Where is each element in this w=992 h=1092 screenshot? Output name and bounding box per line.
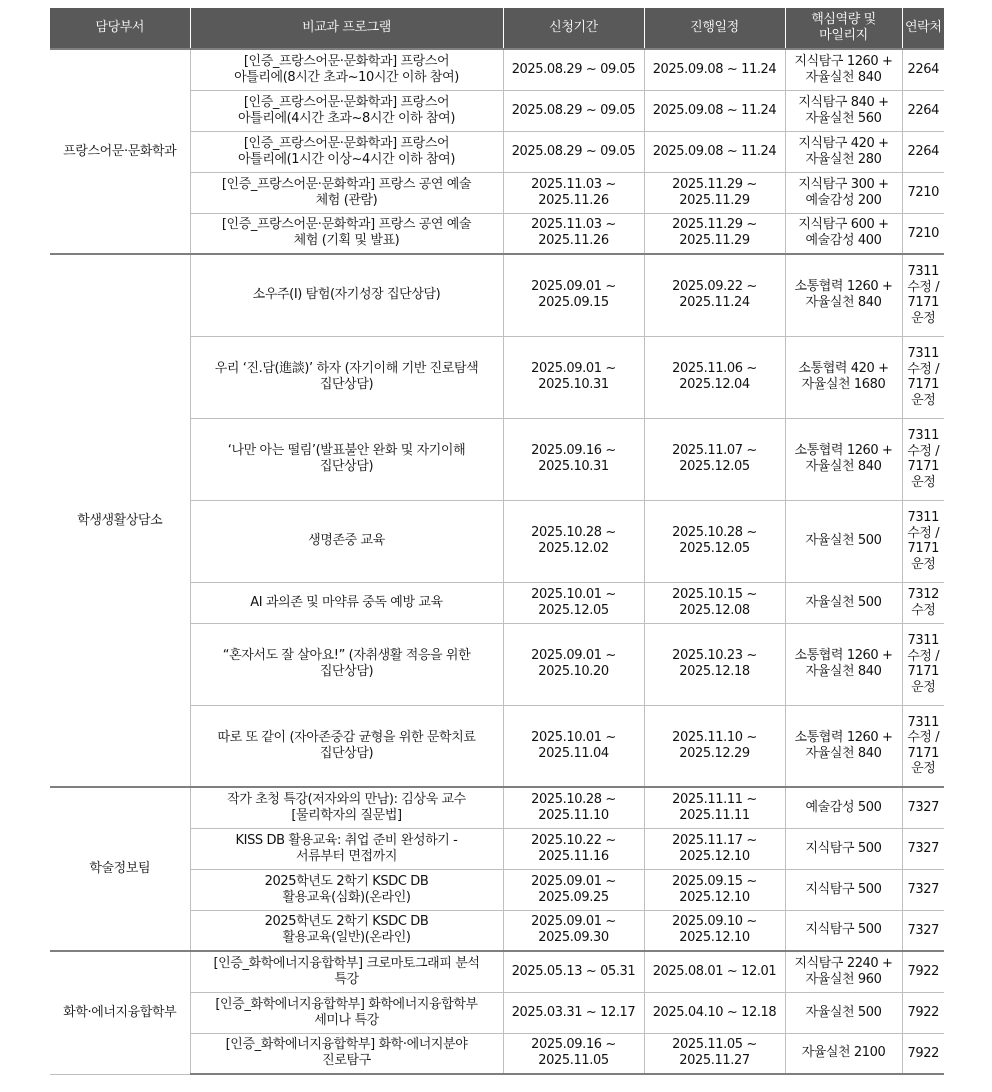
- mileage-cell: [785, 131, 902, 172]
- contact-cell-line: 7210: [907, 225, 939, 241]
- program-cell-line: 우리 ‘진.담(進談)’ 하자 (자기이해 기반 진로탐색: [214, 361, 479, 376]
- apply-period-cell-line: 2025.12.02: [538, 541, 609, 556]
- program-cell-line: [물리학자의 질문법]: [291, 807, 402, 823]
- mileage-cell-line: 지식탐구 500: [805, 881, 882, 897]
- contact-cell-line: 2264: [907, 102, 939, 118]
- schedule-cell-line: 2025.11.07 ~: [672, 443, 757, 458]
- mileage-cell-line: 자율실천 840: [805, 295, 882, 311]
- mileage-cell: [785, 910, 902, 951]
- contact-cell: [902, 992, 944, 1033]
- schedule-cell-line: 2025.12.04: [679, 377, 750, 392]
- schedule-cell-line: 2025.09.08 ~ 11.24: [652, 143, 777, 159]
- contact-cell-line: 7312: [907, 587, 939, 602]
- contact-cell: [902, 254, 944, 336]
- program-cell-line: KISS DB 활용교육: 취업 준비 완성하기 -: [235, 832, 458, 848]
- schedule-cell: [644, 869, 785, 910]
- mileage-cell-line: 지식탐구 1260 +: [794, 53, 893, 69]
- mileage-cell: [785, 500, 902, 582]
- program-cell-line: 특강: [334, 971, 359, 987]
- mileage-cell-line: 자율실천 2100: [801, 1045, 886, 1061]
- schedule-cell-line: 2025.11.24: [679, 295, 750, 311]
- mileage-cell: [785, 213, 902, 254]
- mileage-cell: [785, 49, 902, 90]
- program-cell-line: “혼자서도 잘 살아요!” (자취생활 적응을 위한: [222, 648, 471, 663]
- contact-cell: [902, 705, 944, 787]
- mileage-cell-line: 지식탐구 840 +: [798, 94, 889, 110]
- contact-cell-line: 운정: [911, 392, 936, 408]
- program-cell-line: [인증_프랑스어문·문화학과] 프랑스 공연 예술: [221, 176, 472, 192]
- schedule-cell-line: 2025.11.06 ~: [672, 361, 757, 376]
- contact-cell-line: 7171: [907, 295, 939, 311]
- mileage-cell-line: 자율실천 500: [805, 533, 882, 548]
- contact-cell: [902, 49, 944, 90]
- schedule-cell-line: 2025.11.05 ~: [672, 1037, 757, 1053]
- program-cell: [190, 705, 503, 787]
- schedule-cell-line: 2025.11.11: [679, 807, 750, 823]
- apply-period-cell: [503, 623, 644, 705]
- schedule-cell-line: 2025.12.18: [679, 664, 750, 679]
- program-cell-line: 2025학년도 2학기 KSDC DB: [264, 914, 429, 930]
- contact-cell: [902, 418, 944, 500]
- schedule-cell-line: 2025.12.10: [679, 930, 750, 946]
- apply-period-cell-line: 2025.11.26: [538, 192, 609, 208]
- program-cell-line: [인증_프랑스어문·문화학과] 프랑스 공연 예술: [221, 217, 472, 233]
- apply-period-cell-line: 2025.09.01 ~: [531, 873, 616, 889]
- schedule-cell: [644, 582, 785, 623]
- mileage-cell: [785, 172, 902, 213]
- program-cell: [190, 500, 503, 582]
- apply-period-cell: [503, 869, 644, 910]
- header-schedule: 진행일정: [644, 8, 785, 49]
- program-cell-line: ‘나만 아는 떨림’(발표불안 완화 및 자기이해: [227, 443, 466, 458]
- program-cell: [190, 828, 503, 869]
- program-cell-line: 집단상담): [319, 459, 374, 474]
- apply-period-cell-line: 2025.11.26: [538, 233, 609, 249]
- header-contact: 연락처: [902, 8, 944, 49]
- schedule-cell-line: 2025.11.27: [679, 1053, 750, 1069]
- program-cell: [190, 254, 503, 336]
- mileage-cell-line: 지식탐구 420 +: [798, 135, 889, 151]
- schedule-cell-line: 2025.10.23 ~: [672, 648, 757, 663]
- program-cell: [190, 582, 503, 623]
- mileage-cell: [785, 582, 902, 623]
- program-cell: [190, 172, 503, 213]
- program-cell: [190, 623, 503, 705]
- program-cell-line: 아틀리에(8시간 초과~10시간 이하 참여): [234, 69, 459, 85]
- header-program: 비교과 프로그램: [190, 8, 503, 49]
- mileage-cell: [785, 828, 902, 869]
- contact-cell-line: 7171: [907, 459, 939, 474]
- mileage-cell: [785, 1033, 902, 1074]
- program-cell-line: 따로 또 같이 (자아존중감 균형을 위한 문학치료: [217, 729, 476, 745]
- department-cell: 학술정보팀: [50, 787, 190, 951]
- mileage-cell: [785, 623, 902, 705]
- schedule-cell-line: 2025.11.29 ~: [672, 176, 757, 192]
- schedule-cell-line: 2025.11.29 ~: [672, 217, 757, 233]
- contact-cell-line: 7327: [907, 881, 939, 897]
- apply-period-cell: [503, 418, 644, 500]
- mileage-cell: [785, 90, 902, 131]
- contact-cell-line: 수정 /: [907, 525, 940, 541]
- program-cell: [190, 49, 503, 90]
- apply-period-cell-line: 2025.09.25: [538, 889, 609, 905]
- program-cell-line: 집단상담): [319, 377, 374, 392]
- mileage-cell-line: 소통협력 1260 +: [794, 729, 893, 745]
- apply-period-cell-line: 2025.11.16: [538, 848, 609, 864]
- contact-cell-line: 7171: [907, 377, 939, 392]
- program-cell: [190, 869, 503, 910]
- contact-cell-line: 운정: [911, 761, 936, 777]
- program-cell-line: [인증_화학에너지융합학부] 화학에너지융합학부: [215, 996, 478, 1012]
- schedule-cell-line: 2025.11.17 ~: [672, 832, 757, 848]
- apply-period-cell-line: 2025.09.01 ~: [531, 361, 616, 376]
- apply-period-cell: [503, 49, 644, 90]
- contact-cell-line: 운정: [911, 474, 936, 490]
- contact-cell-line: 7210: [907, 184, 939, 200]
- mileage-cell: [785, 869, 902, 910]
- program-cell-line: 소우주(I) 탐험(자기성장 집단상담): [252, 287, 441, 303]
- apply-period-cell-line: 2025.10.31: [538, 377, 609, 392]
- header-competency-mileage: [785, 8, 902, 49]
- mileage-cell-line: 지식탐구 500: [805, 840, 882, 856]
- apply-period-cell-line: 2025.11.03 ~: [531, 176, 616, 192]
- mileage-cell-line: 예술감성 200: [805, 192, 882, 208]
- schedule-cell-line: 2025.09.15 ~: [672, 873, 757, 889]
- contact-cell-line: 수정 /: [907, 730, 940, 746]
- program-cell-line: 아틀리에(1시간 이상~4시간 이하 참여): [238, 151, 455, 167]
- contact-cell-line: 운정: [911, 556, 936, 572]
- program-cell: [190, 992, 503, 1033]
- contact-cell: [902, 213, 944, 254]
- program-cell: [190, 90, 503, 131]
- mileage-cell-line: 지식탐구 500: [805, 922, 882, 938]
- schedule-cell-line: 2025.11.29: [679, 233, 750, 249]
- mileage-cell-line: 지식탐구 600 +: [798, 217, 889, 233]
- table-row: [50, 787, 944, 828]
- apply-period-cell-line: 2025.03.31 ~ 12.17: [511, 1004, 636, 1020]
- mileage-cell-line: 자율실천 840: [805, 664, 882, 679]
- mileage-cell-line: 자율실천 960: [805, 971, 882, 987]
- program-cell-line: 활용교육(일반)(온라인): [282, 930, 411, 946]
- contact-cell: [902, 828, 944, 869]
- contact-cell-line: 수정 /: [907, 279, 940, 295]
- apply-period-cell: [503, 828, 644, 869]
- contact-cell-line: 수정 /: [907, 443, 940, 459]
- apply-period-cell: [503, 336, 644, 418]
- program-cell: [190, 418, 503, 500]
- mileage-cell-line: 예술감성 400: [805, 233, 882, 249]
- apply-period-cell-line: 2025.09.01 ~: [531, 648, 616, 663]
- department-cell: 학생생활상담소: [50, 254, 190, 787]
- table-row: [50, 254, 944, 336]
- contact-cell: [902, 951, 944, 992]
- schedule-cell-line: 2025.11.10 ~: [672, 729, 757, 745]
- program-cell: [190, 213, 503, 254]
- apply-period-cell: [503, 582, 644, 623]
- apply-period-cell-line: 2025.08.29 ~ 09.05: [511, 102, 636, 118]
- contact-cell-line: 7922: [907, 964, 939, 979]
- schedule-cell: [644, 90, 785, 131]
- apply-period-cell: [503, 90, 644, 131]
- apply-period-cell-line: 2025.09.01 ~: [531, 279, 616, 295]
- program-cell-line: 진로탐구: [322, 1053, 371, 1069]
- mileage-cell-line: 소통협력 420 +: [798, 361, 889, 376]
- contact-cell-line: 2264: [907, 62, 939, 77]
- header-competency-mileage-text: 핵심역량 및 마일리지: [811, 12, 876, 43]
- apply-period-cell: [503, 910, 644, 951]
- program-cell: [190, 910, 503, 951]
- schedule-cell: [644, 172, 785, 213]
- program-cell-line: 아틀리에(4시간 초과~8시간 이하 참여): [238, 110, 455, 126]
- program-cell-line: 생명존중 교육: [308, 533, 385, 548]
- contact-cell: [902, 336, 944, 418]
- apply-period-cell-line: 2025.09.30: [538, 930, 609, 946]
- program-cell-line: [인증_프랑스어문·문화학과] 프랑스어: [243, 53, 450, 69]
- schedule-cell-line: 2025.08.01 ~ 12.01: [652, 963, 777, 979]
- program-cell-line: AI 과의존 및 마약류 중독 예방 교육: [250, 594, 443, 610]
- schedule-cell-line: 2025.09.08 ~ 11.24: [652, 61, 777, 77]
- department-cell: 프랑스어문·문화학과: [50, 49, 190, 254]
- schedule-cell-line: 2025.11.11 ~: [672, 791, 757, 807]
- program-cell: [190, 951, 503, 992]
- program-cell-line: 활용교육(심화)(온라인): [282, 889, 411, 905]
- schedule-cell: [644, 623, 785, 705]
- program-cell-line: [인증_화학에너지융합학부] 크로마토그래피 분석: [213, 955, 480, 971]
- schedule-cell: [644, 49, 785, 90]
- header-apply-period: 신청기간: [503, 8, 644, 49]
- apply-period-cell: [503, 951, 644, 992]
- schedule-cell-line: 2025.09.22 ~: [672, 279, 757, 295]
- contact-cell-line: 7327: [907, 800, 939, 815]
- contact-cell-line: 7922: [907, 1045, 939, 1061]
- schedule-cell-line: 2025.12.10: [679, 889, 750, 905]
- contact-cell-line: 7171: [907, 664, 939, 679]
- apply-period-cell-line: 2025.09.16 ~: [531, 1037, 616, 1053]
- schedule-cell: [644, 213, 785, 254]
- schedule-cell-line: 2025.12.08: [679, 602, 750, 618]
- contact-cell-line: 2264: [907, 143, 939, 159]
- contact-cell-line: 7311: [907, 510, 939, 525]
- apply-period-cell-line: 2025.10.22 ~: [531, 832, 616, 848]
- schedule-cell: [644, 254, 785, 336]
- program-cell-line: 작가 초청 특강(저자와의 만남): 김상욱 교수: [227, 791, 466, 807]
- mileage-cell: [785, 951, 902, 992]
- contact-cell-line: 7171: [907, 745, 939, 761]
- program-cell-line: 집단상담): [319, 664, 374, 679]
- program-cell: [190, 1033, 503, 1074]
- apply-period-cell-line: 2025.10.31: [538, 459, 609, 474]
- mileage-cell-line: 자율실천 840: [805, 745, 882, 761]
- program-cell-line: [인증_화학에너지융합학부] 화학·에너지분야: [225, 1037, 468, 1053]
- apply-period-cell-line: 2025.10.01 ~: [531, 586, 616, 602]
- program-table: [50, 8, 944, 1075]
- program-cell: [190, 336, 503, 418]
- apply-period-cell-line: 2025.10.20: [538, 664, 609, 679]
- contact-cell-line: 운정: [911, 679, 936, 695]
- program-cell: [190, 787, 503, 828]
- contact-cell-line: 수정 /: [907, 361, 940, 377]
- schedule-cell-line: 2025.10.15 ~: [672, 586, 757, 602]
- mileage-cell-line: 자율실천 500: [805, 594, 882, 610]
- mileage-cell: [785, 254, 902, 336]
- contact-cell: [902, 1033, 944, 1074]
- apply-period-cell-line: 2025.12.05: [538, 602, 609, 618]
- apply-period-cell: [503, 705, 644, 787]
- apply-period-cell-line: 2025.08.29 ~ 09.05: [511, 61, 636, 77]
- schedule-cell-line: 2025.09.08 ~ 11.24: [652, 102, 777, 118]
- contact-cell: [902, 910, 944, 951]
- program-table-container: [50, 8, 944, 1075]
- contact-cell-line: 7922: [907, 1004, 939, 1020]
- apply-period-cell-line: 2025.10.01 ~: [531, 729, 616, 745]
- contact-cell: [902, 500, 944, 582]
- schedule-cell-line: 2025.04.10 ~ 12.18: [652, 1004, 777, 1020]
- contact-cell-line: 7327: [907, 840, 939, 856]
- table-body: [50, 49, 944, 1074]
- department-cell: 화학·에너지융합학부: [50, 951, 190, 1074]
- mileage-cell-line: 예술감성 500: [805, 799, 882, 815]
- apply-period-cell-line: 2025.11.03 ~: [531, 217, 616, 233]
- apply-period-cell: [503, 213, 644, 254]
- schedule-cell: [644, 500, 785, 582]
- apply-period-cell-line: 2025.09.16 ~: [531, 443, 616, 458]
- program-cell-line: [인증_프랑스어문·문화학과] 프랑스어: [243, 94, 450, 110]
- mileage-cell-line: 자율실천 840: [805, 459, 882, 474]
- program-cell-line: 체험 (관람): [315, 192, 378, 208]
- mileage-cell-line: 자율실천 840: [805, 69, 882, 85]
- mileage-cell-line: 자율실천 1680: [801, 377, 886, 392]
- apply-period-cell-line: 2025.10.28 ~: [531, 791, 616, 807]
- apply-period-cell: [503, 787, 644, 828]
- schedule-cell-line: 2025.10.28 ~: [672, 525, 757, 540]
- mileage-cell: [785, 336, 902, 418]
- schedule-cell: [644, 131, 785, 172]
- schedule-cell: [644, 418, 785, 500]
- program-cell-line: 집단상담): [319, 745, 374, 761]
- schedule-cell: [644, 992, 785, 1033]
- schedule-cell: [644, 705, 785, 787]
- apply-period-cell: [503, 172, 644, 213]
- contact-cell-line: 7327: [907, 922, 939, 938]
- apply-period-cell-line: 2025.09.15: [538, 295, 609, 311]
- apply-period-cell-line: 2025.11.05: [538, 1053, 609, 1069]
- contact-cell: [902, 582, 944, 623]
- schedule-cell: [644, 336, 785, 418]
- mileage-cell: [785, 787, 902, 828]
- mileage-cell: [785, 418, 902, 500]
- program-cell-line: 2025학년도 2학기 KSDC DB: [264, 873, 429, 889]
- apply-period-cell-line: 2025.09.01 ~: [531, 914, 616, 930]
- contact-cell: [902, 172, 944, 213]
- header-row: [50, 8, 944, 49]
- schedule-cell: [644, 951, 785, 992]
- contact-cell: [902, 787, 944, 828]
- contact-cell: [902, 90, 944, 131]
- contact-cell-line: 7311: [907, 264, 939, 280]
- table-header: [50, 8, 944, 49]
- mileage-cell-line: 자율실천 280: [805, 151, 882, 167]
- contact-cell: [902, 131, 944, 172]
- table-row: [50, 49, 944, 90]
- program-cell-line: [인증_프랑스어문·문화학과] 프랑스어: [243, 135, 450, 151]
- apply-period-cell: [503, 131, 644, 172]
- schedule-cell: [644, 1033, 785, 1074]
- program-cell-line: 서류부터 면접까지: [296, 848, 397, 864]
- table-row: [50, 951, 944, 992]
- apply-period-cell: [503, 254, 644, 336]
- apply-period-cell: [503, 500, 644, 582]
- program-cell: [190, 131, 503, 172]
- schedule-cell-line: 2025.12.29: [679, 745, 750, 761]
- apply-period-cell-line: 2025.05.13 ~ 05.31: [511, 963, 636, 979]
- schedule-cell-line: 2025.11.29: [679, 192, 750, 208]
- mileage-cell-line: 지식탐구 2240 +: [794, 955, 893, 971]
- contact-cell-line: 7311: [907, 428, 939, 443]
- contact-cell-line: 7171: [907, 541, 939, 556]
- contact-cell: [902, 869, 944, 910]
- schedule-cell-line: 2025.09.10 ~: [672, 914, 757, 930]
- apply-period-cell-line: 2025.08.29 ~ 09.05: [511, 143, 636, 159]
- mileage-cell: [785, 705, 902, 787]
- apply-period-cell-line: 2025.11.04: [538, 745, 609, 761]
- mileage-cell-line: 소통협력 1260 +: [794, 443, 893, 458]
- apply-period-cell: [503, 1033, 644, 1074]
- schedule-cell-line: 2025.12.05: [679, 541, 750, 556]
- mileage-cell-line: 자율실천 500: [805, 1004, 882, 1020]
- apply-period-cell-line: 2025.11.10: [538, 807, 609, 823]
- mileage-cell-line: 소통협력 1260 +: [794, 279, 893, 295]
- apply-period-cell: [503, 992, 644, 1033]
- contact-cell-line: 운정: [911, 310, 936, 326]
- contact-cell-line: 수정 /: [907, 648, 940, 664]
- schedule-cell-line: 2025.12.05: [679, 459, 750, 474]
- program-cell-line: 세미나 특강: [314, 1012, 379, 1028]
- program-cell-line: 체험 (기획 및 발표): [293, 233, 400, 249]
- mileage-cell-line: 자율실천 560: [805, 110, 882, 126]
- apply-period-cell-line: 2025.10.28 ~: [531, 525, 616, 540]
- schedule-cell: [644, 910, 785, 951]
- contact-cell-line: 7311: [907, 346, 939, 361]
- contact-cell: [902, 623, 944, 705]
- contact-cell-line: 7311: [907, 714, 939, 730]
- mileage-cell-line: 지식탐구 300 +: [798, 176, 889, 192]
- mileage-cell: [785, 992, 902, 1033]
- contact-cell-line: 수정: [911, 602, 936, 618]
- schedule-cell: [644, 828, 785, 869]
- contact-cell-line: 7311: [907, 633, 939, 648]
- mileage-cell-line: 소통협력 1260 +: [794, 648, 893, 663]
- header-department: 담당부서: [50, 8, 190, 49]
- schedule-cell: [644, 787, 785, 828]
- schedule-cell-line: 2025.12.10: [679, 848, 750, 864]
